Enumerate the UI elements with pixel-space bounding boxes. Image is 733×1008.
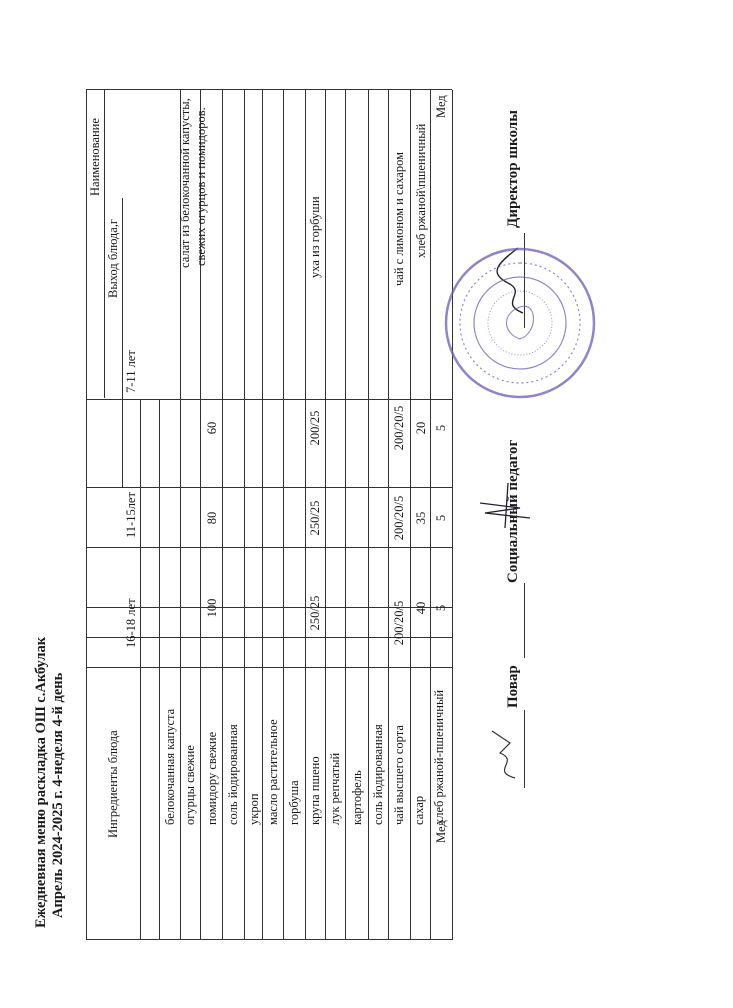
- output-16-18: 250/25: [308, 595, 322, 631]
- cook-label: Повар: [505, 665, 521, 708]
- output-16-18: 40: [414, 601, 428, 615]
- director-label: Директор школы: [505, 110, 521, 228]
- document-title: Ежедневная меню раскладка ОШ с.Акбулак: [33, 636, 49, 928]
- output-16-18: 5: [434, 604, 448, 612]
- dish-name: хлеб ржаной\пшеничный: [414, 123, 428, 258]
- header-age-11-15: 11-15лет: [124, 492, 138, 538]
- ingredient: Мед: [434, 820, 448, 843]
- header-ingredients: Ингредиенты блюда: [106, 730, 120, 838]
- social-pedagogue-signature: [470, 478, 540, 538]
- ingredient: соль йодированная: [226, 724, 240, 825]
- ingredient: картофель: [350, 770, 364, 825]
- output-16-18: 100: [205, 598, 219, 618]
- ingredient: укроп: [247, 793, 261, 825]
- header-age-16-18: 16-18 лет: [124, 598, 138, 648]
- output-11-15: 5: [434, 514, 448, 522]
- social-pedagogue-label: Социальный педагог: [505, 439, 521, 583]
- ingredient: огурцы свежие: [183, 745, 197, 825]
- output-7-11: 20: [414, 421, 428, 435]
- ingredient: горбуша: [287, 780, 301, 825]
- output-11-15: 80: [205, 511, 219, 525]
- document-subtitle: Апрель 2024-2025 г. 4-неделя 4-й день: [50, 672, 66, 918]
- output-7-11: 5: [434, 424, 448, 432]
- school-stamp: [440, 243, 600, 403]
- ingredient: масло растительное: [266, 719, 280, 825]
- ingredient: чай высшего сорта: [392, 725, 406, 825]
- output-11-15: 200/20/5: [392, 495, 406, 541]
- ingredient: помидору свежие: [205, 731, 219, 825]
- header-output: Выход блюда,г: [106, 218, 120, 298]
- dish-name-cont: свежих огурцов и помидоров.: [194, 107, 208, 266]
- ingredient: лук репчатый: [328, 752, 342, 825]
- social-pedagogue-signature-line: [524, 583, 525, 658]
- header-age-7-11: 7-11 лет: [124, 350, 138, 393]
- dish-name: салат из белокочанной капусты,: [178, 98, 192, 268]
- ingredient: крупа пшено: [308, 756, 322, 825]
- ingredient: хлеб ржаной-пшеничный: [432, 689, 446, 825]
- output-16-18: 200/20/5: [392, 600, 406, 646]
- ingredient: сахар: [412, 795, 426, 825]
- ingredient: белокочанная капуста: [163, 708, 177, 825]
- output-7-11: 200/25: [308, 410, 322, 446]
- output-7-11: 200/20/5: [392, 405, 406, 451]
- cook-signature: [480, 723, 525, 783]
- ingredient: соль йодированная: [371, 724, 385, 825]
- output-11-15: 250/25: [308, 500, 322, 536]
- dish-name: уха из горбуши: [308, 196, 322, 278]
- dish-name: Мед: [434, 95, 448, 118]
- output-11-15: 35: [414, 511, 428, 525]
- header-name: Наименование: [88, 118, 102, 196]
- output-7-11: 60: [205, 421, 219, 435]
- dish-name: чай с лимоном и сахаром: [392, 151, 406, 286]
